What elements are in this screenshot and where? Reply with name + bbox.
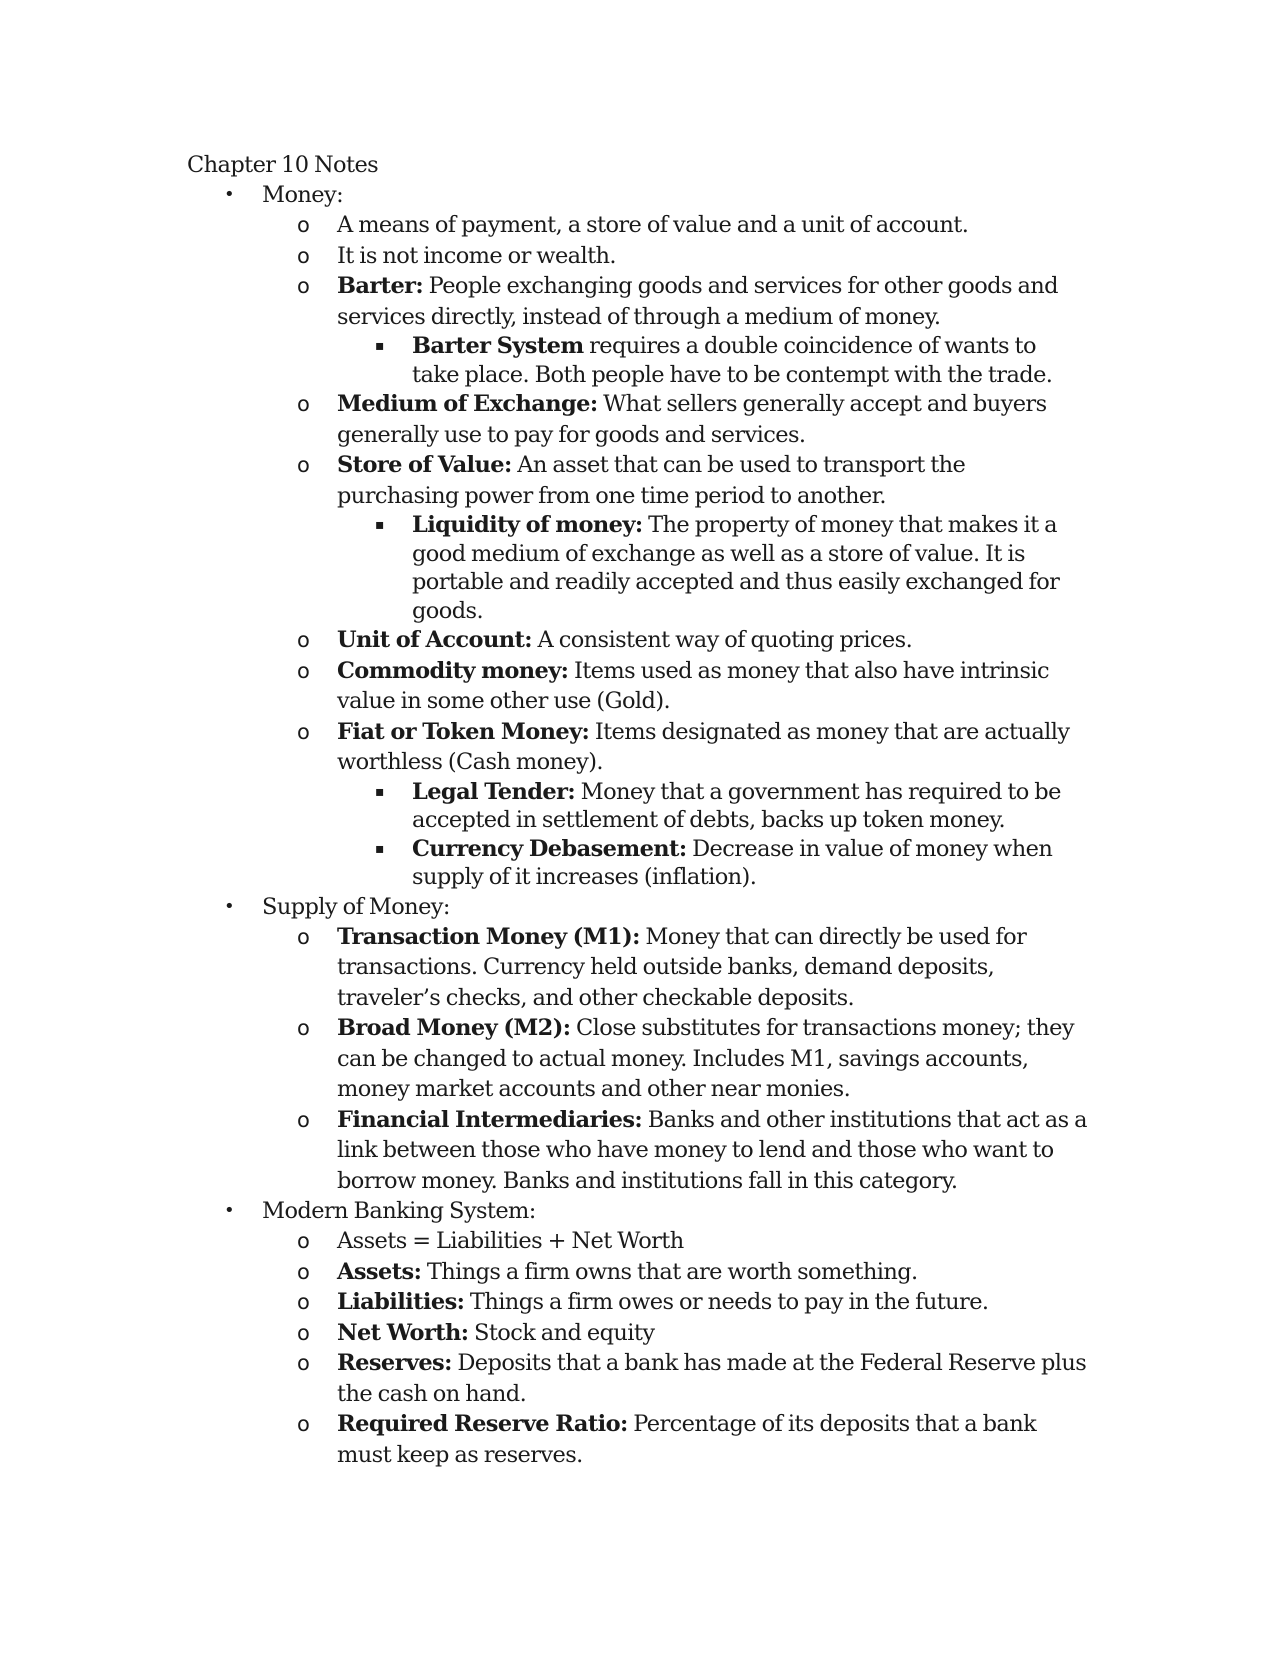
item-text: An asset that can be used to transport the purchasing power from one time period to another. xyxy=(337,452,966,509)
item-text: Things a firm owes or needs to pay in the future. xyxy=(464,1289,989,1315)
list-item xyxy=(187,1318,1087,1349)
item-term: Transaction Money (M1): xyxy=(337,923,640,950)
item-text: Banks and other institutions that act as a link between those who have money to lend and those who want to borrow money. Banks and institutions fall in this category. xyxy=(337,1106,1087,1194)
item-term: Liabilities: xyxy=(337,1289,465,1315)
section-heading: Money: xyxy=(262,182,344,208)
item-text: The property of money that makes it a good medium of exchange as well as a store of value. It is portable and readily accepted and thus easily exchanged for goods. xyxy=(412,512,1060,624)
item-text: Money that can directly be used for transactions. Currency held outside banks, demand deposits, traveler’s checks, and other checkable deposits. xyxy=(337,923,1027,1011)
item-text: Percentage of its deposits that a bank must keep as reserves. xyxy=(337,1411,1037,1468)
item-term: Reserves: xyxy=(337,1350,452,1376)
list-item xyxy=(187,210,1087,241)
item-text: Decrease in value of money when supply of it increases (inflation). xyxy=(412,835,1053,890)
circle-marker: o xyxy=(297,453,310,477)
section-modern-banking-system xyxy=(187,1196,1087,1226)
item-text: Deposits that a bank has made at the Federal Reserve plus the cash on hand. xyxy=(337,1350,1087,1407)
item-term: Currency Debasement: xyxy=(412,835,687,862)
item-term: Assets: xyxy=(337,1258,422,1285)
square-marker: ▪ xyxy=(375,840,384,857)
list-item xyxy=(187,717,1087,778)
circle-marker: o xyxy=(297,1351,310,1375)
document-title: Chapter 10 Notes xyxy=(187,152,379,178)
item-term: Fiat or Token Money: xyxy=(337,718,590,745)
list-item xyxy=(187,778,1087,835)
item-term: Medium of Exchange: xyxy=(337,391,598,417)
circle-marker: o xyxy=(297,392,310,416)
list-item xyxy=(187,1105,1087,1197)
section-supply-of-money xyxy=(187,892,1087,922)
item-text: What sellers generally accept and buyers generally use to pay for goods and services. xyxy=(337,391,1047,448)
item-term: Broad Money (M2): xyxy=(337,1015,571,1041)
item-text: requires a double coincidence of wants to take place. Both people have to be contempt with the trade. xyxy=(412,333,1053,388)
bullet-marker: • xyxy=(224,184,235,205)
list-item xyxy=(187,1257,1087,1288)
item-term: Financial Intermediaries: xyxy=(337,1106,643,1133)
item-text: Things a firm owns that are worth something. xyxy=(421,1258,918,1285)
circle-marker: o xyxy=(297,1320,310,1345)
list-item xyxy=(187,241,1087,272)
item-text: It is not income or wealth. xyxy=(337,242,616,269)
square-marker: ▪ xyxy=(375,338,384,354)
list-item xyxy=(187,1226,1087,1257)
list-item xyxy=(187,389,1087,450)
list-item xyxy=(187,332,1087,389)
square-marker: ▪ xyxy=(375,517,384,533)
bullet-marker: • xyxy=(224,895,235,917)
circle-marker: o xyxy=(297,213,310,237)
list-item xyxy=(187,1409,1087,1470)
list-item xyxy=(187,1348,1087,1409)
list-item xyxy=(187,450,1087,511)
item-text: Items designated as money that are actually worthless (Cash money). xyxy=(337,718,1070,775)
section-heading: Modern Banking System: xyxy=(262,1198,536,1224)
item-term: Store of Value: xyxy=(337,452,512,478)
list-item xyxy=(187,625,1087,656)
circle-marker: o xyxy=(297,628,310,652)
section-heading: Supply of Money: xyxy=(262,893,450,920)
circle-marker: o xyxy=(297,719,310,744)
item-term: Required Reserve Ratio: xyxy=(337,1411,628,1437)
item-text: Items used as money that also have intrinsic value in some other use (Gold). xyxy=(337,657,1049,714)
list-item xyxy=(187,922,1087,1014)
bullet-marker: • xyxy=(224,1200,235,1221)
item-term: Barter: xyxy=(337,273,424,299)
list-item xyxy=(187,271,1087,332)
circle-marker: o xyxy=(297,1229,310,1253)
item-text: Close substitutes for transactions money; they can be changed to actual money. Includes M1, savings accounts, money market accounts and other near monies. xyxy=(337,1015,1074,1102)
list-item xyxy=(187,1013,1087,1105)
document-page xyxy=(187,150,1087,1470)
item-text: Assets = Liabilities + Net Worth xyxy=(337,1228,684,1254)
item-text: Money that a government has required to be accepted in settlement of debts, backs up token money. xyxy=(412,778,1061,833)
list-item xyxy=(187,656,1087,717)
square-marker: ▪ xyxy=(375,783,384,800)
item-term: Unit of Account: xyxy=(337,627,532,653)
item-term: Commodity money: xyxy=(337,657,569,684)
circle-marker: o xyxy=(297,1016,310,1040)
list-item xyxy=(187,511,1087,625)
item-text: A consistent way of quoting prices. xyxy=(531,627,913,653)
circle-marker: o xyxy=(297,658,310,683)
item-term: Legal Tender: xyxy=(412,778,576,805)
item-term: Net Worth: xyxy=(337,1319,469,1346)
circle-marker: o xyxy=(297,1290,310,1314)
item-term: Liquidity of money: xyxy=(412,512,643,538)
item-text: Stock and equity xyxy=(468,1319,655,1346)
circle-marker: o xyxy=(297,1107,310,1132)
section-money xyxy=(187,180,1087,210)
list-item xyxy=(187,1287,1087,1318)
circle-marker: o xyxy=(297,1259,310,1284)
circle-marker: o xyxy=(297,274,310,298)
item-term: Barter System xyxy=(412,333,584,359)
item-text: People exchanging goods and services for other goods and services directly, instead of through a medium of money. xyxy=(337,273,1058,330)
circle-marker: o xyxy=(297,1412,310,1436)
circle-marker: o xyxy=(297,243,310,268)
list-item xyxy=(187,835,1087,892)
circle-marker: o xyxy=(297,924,310,949)
item-text: A means of payment, a store of value and a unit of account. xyxy=(337,212,969,238)
